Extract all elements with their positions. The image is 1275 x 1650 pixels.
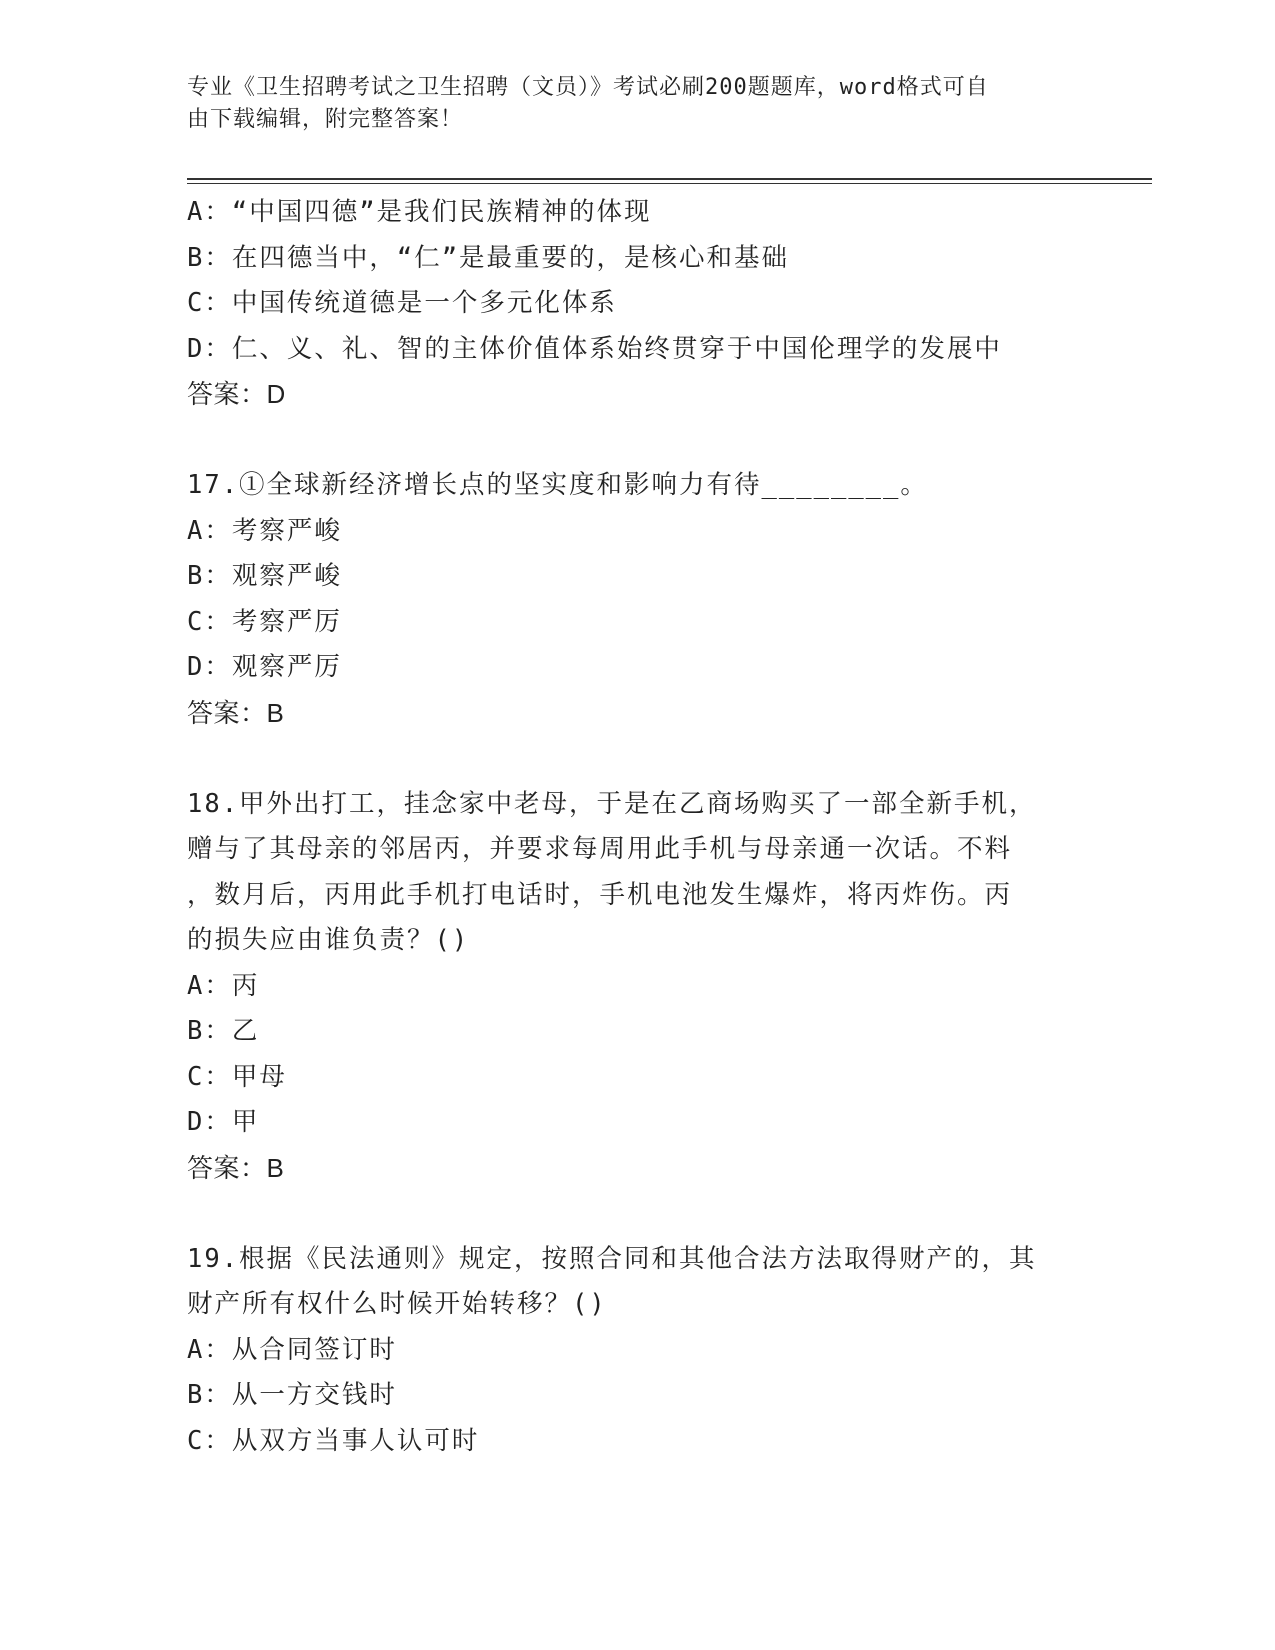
question-stem-line-3: ，数月后，丙用此手机打电话时，手机电池发生爆炸，将丙炸伤。丙 xyxy=(187,879,1013,910)
question-spacer xyxy=(187,1191,1082,1237)
option-b: B：从一方交钱时 xyxy=(187,1380,397,1410)
option-c: C：甲母 xyxy=(187,1061,287,1092)
header-title-line-2: 由下载编辑，附完整答案！ xyxy=(187,107,464,132)
option-a: A：从合同签订时 xyxy=(187,1334,397,1365)
question-19 xyxy=(187,1237,1082,1465)
option-c: C：从双方当事人认可时 xyxy=(187,1425,480,1456)
question-spacer xyxy=(187,418,1082,464)
question-stem: 17.①全球新经济增长点的坚实度和影响力有待________。 xyxy=(187,470,928,500)
option-c: C：中国传统道德是一个多元化体系 xyxy=(187,288,617,318)
option-a: A：丙 xyxy=(187,970,260,1001)
option-d: D：观察严厉 xyxy=(187,652,342,682)
question-18 xyxy=(187,782,1082,1192)
question-stem-line-1: 19.根据《民法通则》规定，按照合同和其他合法方法取得财产的，其 xyxy=(187,1243,1037,1274)
question-17 xyxy=(187,463,1082,736)
answer-line: 答案：B xyxy=(187,697,285,728)
option-b: B：在四德当中，“仁”是最重要的，是核心和基础 xyxy=(187,242,790,273)
question-16 xyxy=(187,190,1082,418)
question-stem-line-1: 18.甲外出打工，挂念家中老母，于是在乙商场购买了一部全新手机， xyxy=(187,788,1037,819)
answer-line: 答案：B xyxy=(187,1152,285,1183)
question-stem-line-2: 赠与了其母亲的邻居丙，并要求每周用此手机与母亲通一次话。不料 xyxy=(187,834,1013,864)
option-b: B：观察严峻 xyxy=(187,561,342,591)
question-stem-line-4: 的损失应由谁负责？() xyxy=(187,925,470,955)
answer-line: 答案：D xyxy=(187,379,286,409)
document-header xyxy=(187,72,1067,136)
option-d: D：甲 xyxy=(187,1107,260,1137)
header-title-line-1: 专业《卫生招聘考试之卫生招聘（文员）》考试必刷200题题库，word格式可自 xyxy=(187,75,989,100)
option-b: B：乙 xyxy=(187,1016,260,1046)
option-a: A：考察严峻 xyxy=(187,515,342,546)
option-a: A：“中国四德”是我们民族精神的体现 xyxy=(187,197,652,227)
header-divider-thin xyxy=(187,183,1152,184)
header-divider-thick xyxy=(187,178,1152,180)
option-d: D：仁、义、礼、智的主体价值体系始终贯穿于中国伦理学的发展中 xyxy=(187,333,1002,364)
question-stem-line-2: 财产所有权什么时候开始转移？() xyxy=(187,1289,607,1319)
question-list xyxy=(187,190,1082,1464)
question-spacer xyxy=(187,736,1082,782)
option-c: C：考察严厉 xyxy=(187,606,342,637)
